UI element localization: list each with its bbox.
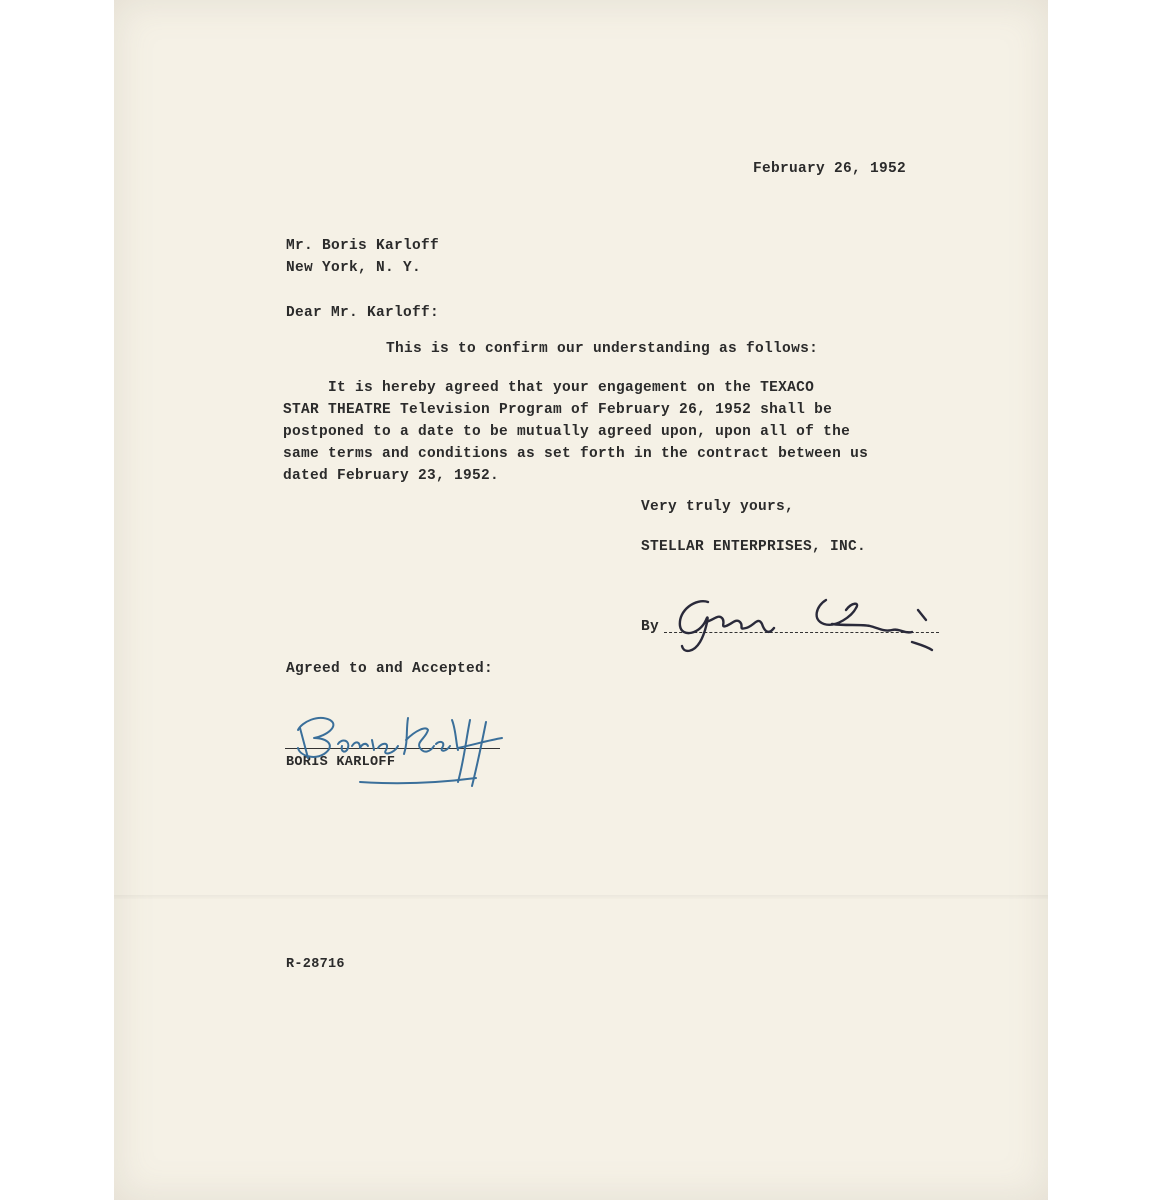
karloff-signature [280, 700, 530, 810]
body-line: It is hereby agreed that your engagement on the TEXACO [283, 380, 815, 396]
company-signature [656, 580, 946, 660]
body-line: STAR THEATRE Television Program of February 26, 1952 shall be [283, 402, 833, 418]
signer-name: BORIS KARLOFF [286, 755, 396, 770]
body-paragraph [283, 377, 943, 487]
salutation: Dear Mr. Karloff: [286, 305, 440, 321]
recipient-name: Mr. Boris Karloff [286, 238, 440, 254]
body-line: same terms and conditions as set forth in the contract between us [283, 446, 869, 462]
letter-date: February 26, 1952 [753, 161, 907, 177]
accept-label: Agreed to and Accepted: [286, 661, 494, 677]
body-line: postponed to a date to be mutually agreed upon, upon all of the [283, 424, 851, 440]
company-name: STELLAR ENTERPRISES, INC. [641, 539, 867, 555]
closing: Very truly yours, [641, 499, 795, 515]
recipient-city: New York, N. Y. [286, 260, 422, 276]
paper-fold [114, 895, 1048, 899]
intro-line: This is to confirm our understanding as follows: [386, 341, 819, 357]
body-line: dated February 23, 1952. [283, 468, 500, 484]
reference-number: R-28716 [286, 957, 345, 972]
by-label: By [641, 619, 660, 635]
